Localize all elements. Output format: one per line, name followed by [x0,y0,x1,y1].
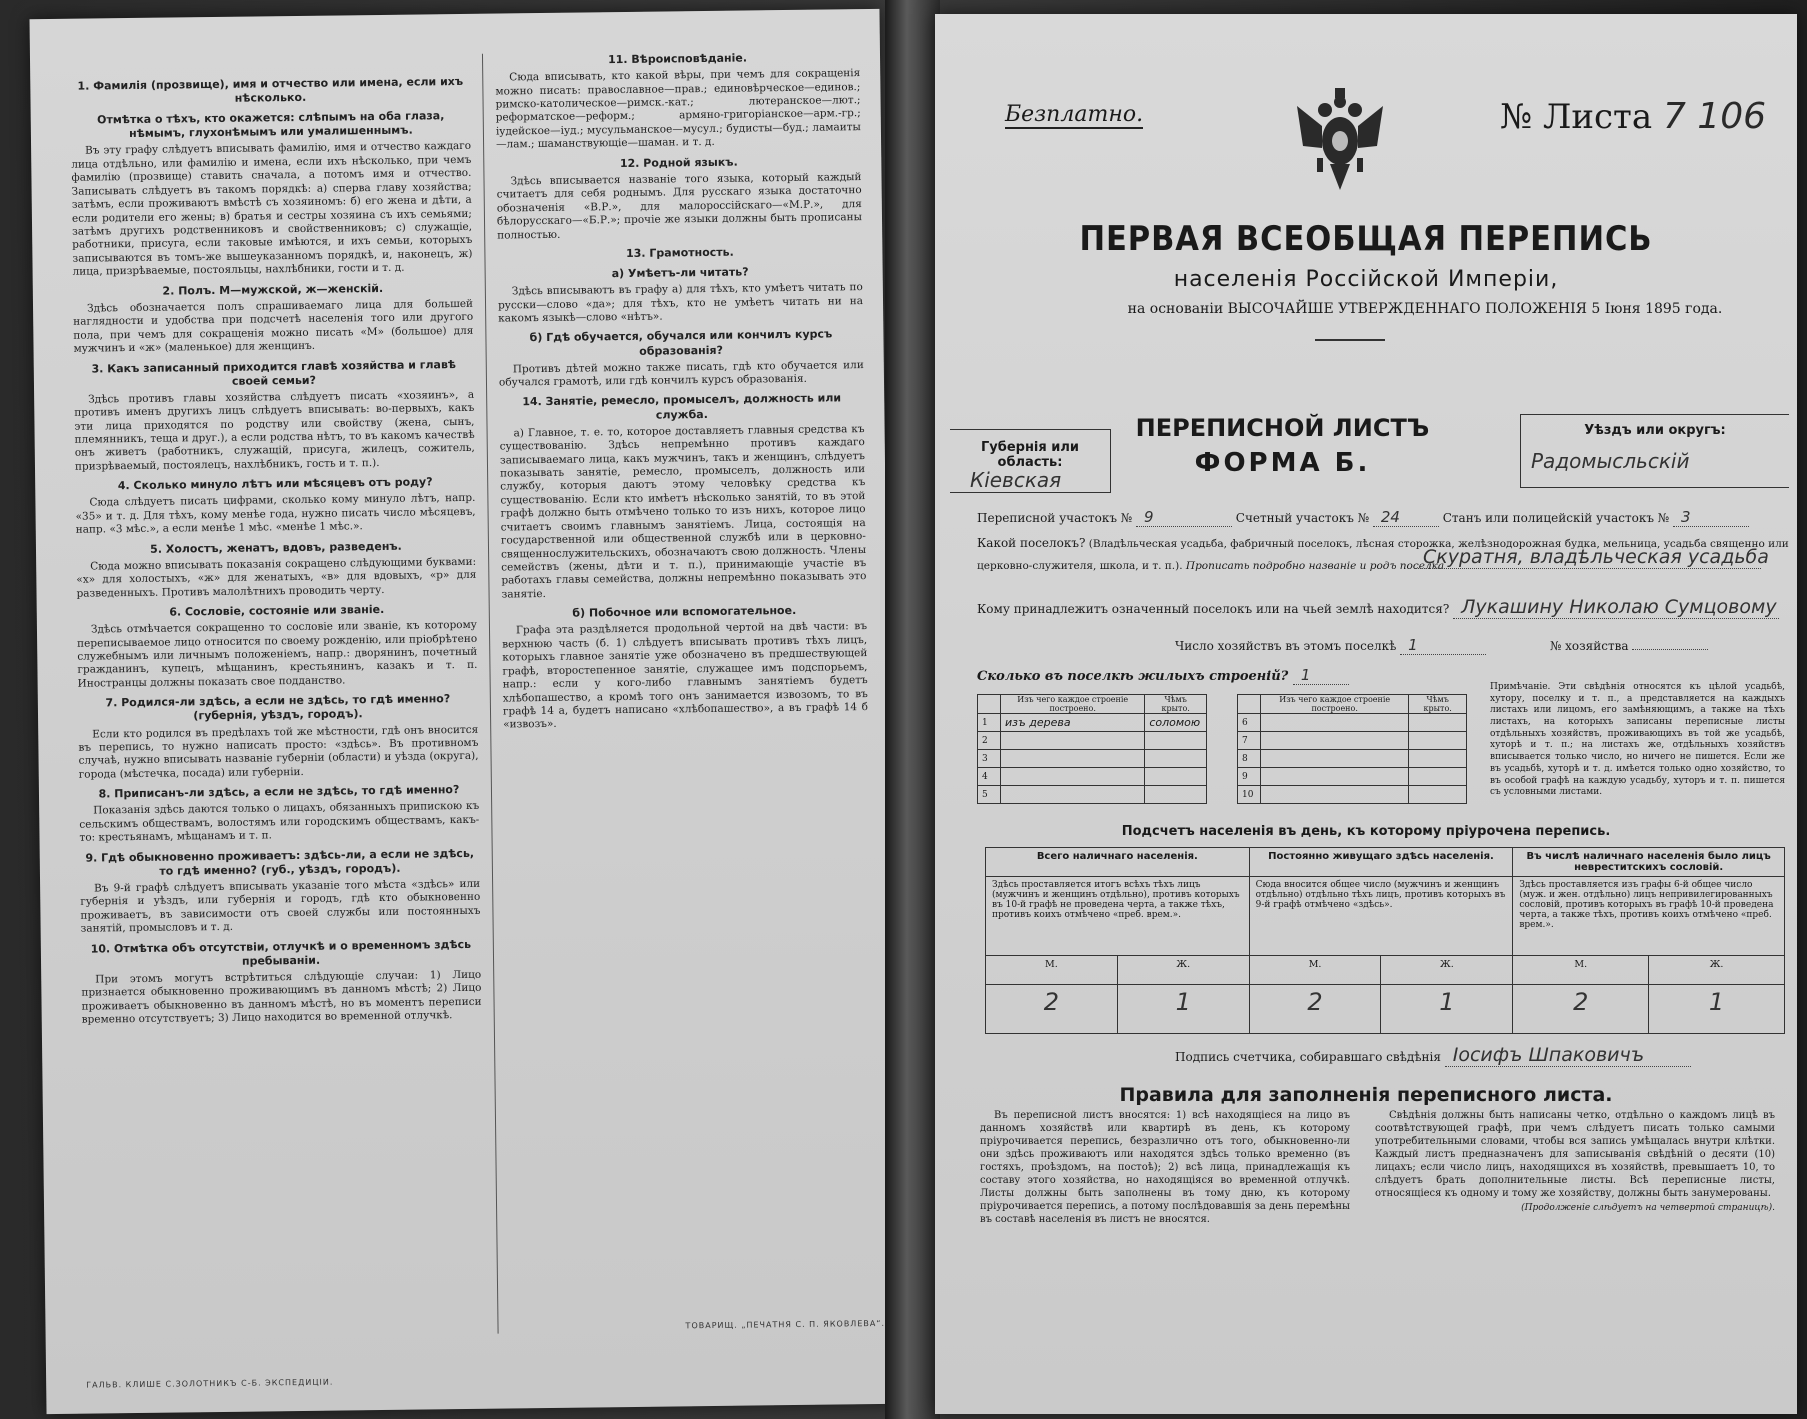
building-row [1238,732,1467,750]
pop-permanent-f-value: 1 [1381,985,1513,1034]
building-row [1238,714,1467,732]
building-cell-n: 5 [978,786,1001,804]
title-divider [1315,339,1385,341]
buildings-material-header: Изъ чего каждое строеніе построено. [1001,695,1145,714]
households-value: 1 [1400,636,1486,655]
instruction-text: Сюда вписывать, кто какой вѣры, при чемъ для сокращенія можно писать: православное—прав.; единовѣрческое—единов.; римско-католическое—римск.-кат.; лютеранское—лют.; реформатское—реформ.; армяно-григоріанское—арм.-гр.; іудейское—іуд.; мусульманское—мусул.; будисты—буд.; ламаиты—лам.; шаманствующіе—шаман. и т. д. [495,67,861,151]
instruction-heading: 4. Сколько минуло лѣтъ или мѣсяцевъ отъ роду? [117,475,433,493]
instruction-text: Графа эта раздѣляется продольной чертой на двѣ части: въ верхнюю часть (б. 1) слѣдуетъ вписывать противъ тѣхъ лицъ, которыхъ главное занятіе уже обозначено въ предшествующей графѣ, второстепенное занятіе, служащее имъ подспорьемъ, напр.: если у кого-либо главнымъ занятіемъ будетъ хлѣбопашество, а кромѣ того онъ занимается извозомъ, то въ графѣ 14 а, будетъ написано «хлѣбопашество», а въ графѣ 14 б «извозъ». [502,620,869,731]
census-legal-basis: на основаніи ВЫСОЧАЙШЕ УТВЕРЖДЕННАГО ПОЛОЖЕНІЯ 5 Іюня 1895 года. [1127,301,1723,317]
instruction-text: Здѣсь обозначается полъ спрашиваемаго лица для большей наглядности и удобства при подсчетѣ населенія того или другого пола, при чемъ для сокращенія можно писать «М» (большое) для мужчинъ и «ж» (маленькое) для женщинъ. [73,297,474,355]
instruction-text: При этомъ могутъ встрѣтиться слѣдующіе случаи: 1) Лицо признается обыкновенно проживающимъ въ данномъ мѣстѣ; 2) Лицо проживаетъ обыкновенно въ данномъ мѣстѣ, но въ моментъ переписи временно отсутствуетъ; 3) Лицо находится во временной отлучкѣ. [81,968,482,1026]
owner-line [977,596,1779,619]
population-count-title: Подсчетъ населенія въ день, къ которому пріурочена перепись. [1121,824,1611,839]
pop-other-f-label: Ж. [1649,956,1785,985]
gubernia-label: Губернія или область: [980,440,1079,470]
pop-total-f-value: 1 [1117,985,1249,1034]
instruction-text: Сюда можно вписывать показанія сокращено слѣдующими буквами: «х» для холостыхъ, «ж» для женатыхъ, «в» для вдовыхъ, «р» для разведенныхъ. Противъ малолѣтнихъ проводить черту. [76,555,477,600]
rules-continuation: (Продолженіе слѣдуетъ на четвертой страницѣ). [1521,1203,1775,1213]
instruction-text: Если кто родился въ предѣлахъ той же мѣстности, гдѣ онъ вносится въ перепись, то нужно написать просто: «здѣсь». Въ противномъ случаѣ, нужно вписывать названіе губерніи (области) и уѣзда (округа), города (мѣстечка, посада) или губерніи. [78,723,479,781]
instruction-text: Здѣсь отмѣчается сокращенно то сословіе или званіе, къ которому переписываемое лицо относится по своему рожденію, или пріобрѣтено служебнымъ или личнымъ положеніемъ, напр.: дворянинъ, почетный гражданинъ, купецъ, мѣщанинъ, крестьянинъ, казакъ и т. п. Иностранцы должны показать свое подданство. [77,618,478,690]
book-gutter [885,0,940,1419]
instructions-column-1 [70,69,485,1344]
instruction-text: Въ эту графу слѣдуетъ вписывать фамилію, имя и отчество каждаго лица отдѣльно, или фамилію и имена, если ихъ нѣсколько, при чемъ фамилію (прозвище) ставить сначала, а потомъ имя и отчество. Записывать слѣдуетъ въ такомъ порядкѣ: а) сперва главу хозяйства; затѣмъ, если проживаютъ вмѣстѣ съ хозяиномъ: б) его жена и дѣти, а если родители его жены; в) братья и сестры хозяина съ ихъ семьями; затѣмъ другихъ родственниковъ и свойственниковъ; с) служащіе, работники, присуга, если таковые имѣются, и ихъ семьи, которыхъ записываются въ томъ-же вышеуказанномъ порядкѣ, и, наконецъ, ж) лица, призрѣваемые, постояльцы, нахлѣбники, гости и т. д. [71,140,473,278]
rules-column-2 [1375,1109,1775,1319]
owner-value: Лукашину Николаю Сумцовому [1453,596,1779,619]
building-cell-empty [1409,768,1467,786]
building-cell-roof [1145,732,1207,750]
stan-label: Станъ или полицейскій участокъ № [1442,511,1670,525]
pop-other-header: Въ числѣ наличнаго населенія было лицъ невреститскихъ сословій. [1513,848,1785,877]
settlement-note: (Владѣльческая усадьба, фабричный поселокъ, лѣсная сторожка, желѣзнодорожная будка, мельница, усадьба священно или [1088,538,1789,550]
building-cell-material [1001,750,1145,768]
instruction-heading: 6. Сословіе, состояніе или званіе. [169,603,385,619]
instruction-text: Противъ дѣтей можно также писать, гдѣ кто обучается или обучался грамотѣ, или гдѣ кончилъ курсъ образованія. [498,358,864,389]
building-row [978,714,1207,732]
district-label: Переписной участокъ № [977,511,1133,525]
instruction-text: а) Главное, т. е. то, которое доставляетъ главныя средства къ существованію. Здѣсь непремѣнно противъ каждаго записываемаго лица, какъ мужчинъ, такъ и женщинъ, слѣдуетъ показывать занятіе, ремесло, промыселъ, должность или службу, которыя даютъ этому человѣку средства къ существованію. Если кто имѣетъ нѣсколько занятій, то въ этой графѣ должно быть отмѣчено только то изъ нихъ, которое лицо считаетъ своимъ главнымъ занятіемъ. Лица, состоящія на государственной или общественной службѣ или в церковно-священнослужительскихъ, обозначаютъ свою должность. Члены семействъ (жены, дѣти и т. п.), принимающіе участіе въ работахъ главы семейства, должны непремѣнно показывать это занятіе. [499,422,867,601]
gubernia-value: Кіевская [970,468,1062,492]
settlement-value-line [1415,546,1769,569]
printer-imprint-left: ГАЛЬВ. КЛИШЕ С.ЗОЛОТНИКЪ С-Б. ЭКСПЕДИЦІИ. [86,1377,334,1390]
census-subtitle: населенія Россійской Имперіи, [1173,267,1559,292]
pop-total-m-label: М. [986,956,1118,985]
rules-column-1 [980,1109,1350,1319]
form-title-line2: ФОРМА Б. [1194,448,1371,478]
instruction-heading: 2. Полъ. М—мужской, ж—женскій. [162,281,384,298]
buildings-label: Сколько въ поселкѣ жилыхъ строеній? [977,669,1289,684]
building-row [1238,750,1467,768]
buildings-material-header-2: Изъ чего каждое строеніе построено. [1261,695,1409,714]
settlement-value: Скуратня, владѣльческая усадьба [1415,546,1761,569]
instruction-heading: 3. Какъ записанный приходится главѣ хозяйства и главѣ своей семьи? [91,357,457,388]
district-line [977,508,1749,527]
instruction-heading: 7. Родился-ли здѣсь, а если не здѣсь, то гдѣ именно? (губернія, уѣздъ, городъ). [105,692,451,723]
instruction-text: Въ 9-й графѣ слѣдуетъ вписывать указаніе того мѣста «здѣсь» или губернія и уѣздъ, или губернія и городъ, гдѣ кто обыкновенно проживаетъ, въ зависимости отъ своей службы или постоянныхъ занятій, промысловъ и т. д. [80,877,481,935]
rules-text-1: Въ переписной листъ вносятся: 1) всѣ находящіеся на лицо въ данномъ хозяйствѣ или квартирѣ въ день, къ которому пріурочивается перепись, безразлично отъ того, обыкновенно-ли они здѣсь проживаютъ или находятся здѣсь только временно (въ гостяхъ, проѣздомъ, на постоѣ); 2) всѣ лица, принадлежащія къ составу этого хозяйства, но находящіяся во временной отлучкѣ. Листы должны быть заполнены въ тому дню, къ которому пріурочивается перепись, а потому послѣдовавшія за день перемѣны въ составѣ населенія въ листъ не вносятся. [980,1110,1350,1225]
building-cell-empty [1409,750,1467,768]
instruction-heading: а) Умѣетъ-ли читать? [611,265,749,281]
instruction-heading: 5. Холостъ, женатъ, вдовъ, разведенъ. [150,539,402,556]
buildings-table-right [1237,694,1467,804]
sheet-number [1500,96,1766,137]
building-cell-empty [1261,750,1409,768]
building-cell-material [1001,732,1145,750]
building-cell-n: 6 [1238,714,1261,732]
buildings-roof-header-2: Чѣмъ крыто. [1409,695,1467,714]
instruction-heading: 12. Родной языкъ. [619,155,738,170]
building-cell-n: 4 [978,768,1001,786]
building-cell-n: 7 [1238,732,1261,750]
instruction-heading: 1. Фамилія (прозвище), имя и отчество или имена, если ихъ нѣсколько. [77,74,464,105]
signature-line [1175,1044,1691,1067]
pop-permanent-header: Постоянно живущаго здѣсь населенія. [1249,848,1513,877]
owner-label: Кому принадлежитъ означенный поселокъ или на чьей землѣ находится? [977,602,1450,616]
double-headed-eagle-emblem [1295,86,1385,196]
form-title-line1: ПЕРЕПИСНОЙ ЛИСТЪ [1135,414,1430,442]
pop-total-header: Всего наличнаго населенія. [986,848,1250,877]
buildings-table-left [977,694,1207,804]
household-number-label: № хозяйства [1549,639,1629,653]
pop-total-instruction: Здѣсь проставляется итогъ всѣхъ тѣхъ лицъ (мужчинъ и женщинъ отдѣльно), противъ которыхъ въ 10-й графѣ не проведена черта, а также тѣхъ, противъ коихъ отмѣчено «преб. врем.». [986,877,1250,956]
signature-label: Подпись счетчика, собиравшаго свѣдѣнія [1175,1050,1441,1064]
pop-other-m-label: М. [1513,956,1649,985]
buildings-roof-header: Чѣмъ крыто. [1145,695,1207,714]
building-cell-empty [1409,786,1467,804]
instruction-heading: б) Гдѣ обучается, обучался или кончилъ курсъ образованія? [529,327,833,358]
district-value: 9 [1136,508,1232,527]
building-cell-empty [1409,732,1467,750]
building-row [978,732,1207,750]
building-cell-n: 3 [978,750,1001,768]
household-number-value [1632,649,1708,650]
instruction-heading: б) Побочное или вспомогательное. [572,604,797,620]
building-row [1238,768,1467,786]
left-page-instructions [30,9,897,1414]
count-district-value: 24 [1373,508,1439,527]
building-cell-empty [1409,714,1467,732]
instruction-heading: 10. Отмѣтка объ отсутствіи, отлучкѣ и о временномъ здѣсь пребываніи. [90,937,472,968]
sheet-number-label: № Листа [1500,97,1653,137]
uezd-value: Радомысльскій [1531,449,1690,473]
instructions-column-2 [495,44,876,1338]
buildings-line [977,666,1349,685]
building-cell-n: 9 [1238,768,1261,786]
settlement-label: Какой поселокъ? [977,536,1086,550]
free-of-charge-label: Безплатно. [1005,102,1144,127]
building-cell-material: изъ дерева [1001,714,1145,732]
pop-total-f-label: Ж. [1117,956,1249,985]
pop-other-instruction: Здѣсь проставляется изъ графы 6-й общее число (муж. и жен. отдѣльно) лицъ непривилегированныхъ сословій, противъ которыхъ въ графѣ 10-й проведена черта, а также тѣхъ, противъ коихъ отмѣчено «преб. врем.». [1513,877,1785,956]
rules-title: Правила для заполненія переписного листа. [1119,1084,1613,1106]
settlement-note-2: церковно-служителя, школа, и т. п.). [977,560,1183,572]
signature-value: Іосифъ Шпаковичъ [1445,1044,1691,1067]
building-cell-empty [1261,786,1409,804]
building-cell-n: 8 [1238,750,1261,768]
building-cell-n: 10 [1238,786,1261,804]
instruction-text: Показанія здѣсь даются только о лицахъ, обязанныхъ припискою къ сельскимъ обществамъ, волостямъ или городскимъ обществамъ, какъ-то: крестьянамъ, мѣщанамъ и т. п. [79,800,480,844]
pop-other-m-value: 2 [1513,985,1649,1034]
pop-permanent-f-label: Ж. [1381,956,1513,985]
sheet-number-handwritten: 7 106 [1662,96,1767,137]
pop-permanent-instruction: Сюда вносится общее число (мужчинъ и женщинъ отдѣльно) отдѣльно тѣхъ лицъ, противъ которыхъ въ 9-й графѣ отмѣчено «здѣсь». [1249,877,1513,956]
building-row [978,768,1207,786]
settlement-line-2 [977,560,1444,572]
instruction-text: Сюда слѣдуетъ писать цифрами, сколько кому минуло лѣтъ, напр. «35» и т. д. Для тѣхъ, кому менѣе года, нужно писать число мѣсяцевъ, напр. «3 мѣс.», а если менѣе 1 мѣс. «менѣе 1 мѣс.». [75,492,476,536]
stan-value: 3 [1673,508,1749,527]
building-row [978,750,1207,768]
census-title: ПЕРВАЯ ВСЕОБЩАЯ ПЕРЕПИСЬ [1079,219,1653,259]
building-row [1238,786,1467,804]
settlement-instruction: Прописать подробно названіе и родъ поселка [1185,560,1445,572]
gubernia-box [950,429,1111,493]
instruction-heading: 9. Гдѣ обыкновенно проживаетъ: здѣсь-ли, а если не здѣсь, то гдѣ именно? (губ., уѣздъ, городъ). [85,846,475,878]
uezd-label: Уѣздъ или округъ: [1584,423,1726,438]
form-title [1110,414,1455,478]
instruction-text: Здѣсь вписываютъ въ графу а) для тѣхъ, кто умѣетъ читать по русски—слово «да»; для тѣхъ, кто не умѣетъ читать ни на какомъ языкѣ—слово «нѣтъ». [497,281,864,325]
building-cell-roof [1145,768,1207,786]
column-divider [482,54,499,1334]
uezd-box [1520,414,1789,488]
buildings-value: 1 [1293,666,1349,685]
building-cell-n: 1 [978,714,1001,732]
buildings-note: Примѣчаніе. Эти свѣдѣнія относятся къ цѣлой усадьбѣ, хутору, поселку и т. п., а представляется на каждыхъ листахъ или лицомъ, его замѣняющимъ, а также на тѣхъ листахъ, на которыхъ записаны переписные листы отдѣльныхъ хозяйствъ, проживающихъ въ той же усадьбѣ, хуторѣ и т. п.; на листахъ же, отдѣльныхъ хозяйствъ вписывается только число, но ничего не пишется. Если же въ усадьбѣ, хуторѣ и т. д. имѣется только одно хозяйство, то въ особой графѣ на каждую усадьбу, хуторъ и т. п. пишется съ условными листами. [1490,682,1785,798]
building-cell-n: 2 [978,732,1001,750]
instruction-heading: 14. Занятіе, ремесло, промыселъ, должность или служба. [522,391,842,422]
households-line [1175,636,1708,655]
building-cell-empty [1261,714,1409,732]
building-row [978,786,1207,804]
population-count-table [985,847,1785,1034]
instruction-heading: 11. Вѣроисповѣданіе. [607,51,748,67]
building-cell-roof: соломою [1145,714,1207,732]
instruction-text: Здѣсь вписывается названіе того языка, который каждый считаетъ для себя роднымъ. Для русскаго языка достаточно обозначенія «В.Р.», для малороссійскаго—«М.Р.», для бѣлорусскаго—«Б.Р.»; прочіе же языки должны быть прописаны полностью. [496,170,863,242]
building-cell-roof [1145,750,1207,768]
pop-permanent-m-label: М. [1249,956,1381,985]
instruction-heading: 13. Грамотность. [625,245,734,260]
building-cell-material [1001,786,1145,804]
instruction-heading: Отмѣтка о тѣхъ, кто окажется: слѣпымъ на оба глаза, нѣмымъ, глухонѣмымъ или умалишеннымъ. [97,109,445,141]
instruction-heading: 8. Приписанъ-ли здѣсь, а если не здѣсь, то гдѣ именно? [98,783,460,801]
instruction-text: Здѣсь противъ главы хозяйства слѣдуетъ писать «хозяинъ», а противъ именъ другихъ лицъ слѣдуетъ вписывать: во-первыхъ, какъ эти лица приходятся по родству или свойству (жена, сынъ, племянникъ, теща и друг.), а если родства нѣтъ, то въ какомъ качествѣ онъ живетъ (работникъ, служащій, присуга, жилецъ, сожитель, призрѣваемый, постоялецъ, нахлѣбникъ, гость и т. п.). [74,388,475,473]
building-cell-material [1001,768,1145,786]
pop-total-m-value: 2 [986,985,1118,1034]
rules-text-2: Свѣдѣнія должны быть написаны четко, отдѣльно о каждомъ лицѣ въ соотвѣтствующей графѣ, при чемъ слѣдуетъ писать только самыми употребительными словами, чтобы вся запись умѣщалась внутри клѣтки. Каждый листъ предназначенъ для записыванія свѣдѣній о десяти (10) лицахъ; если число лицъ, находящихся въ хозяйствѣ, превышаетъ 10, то слѣдуетъ брать дополнительные листы. Всѣ переписные листы, относящіеся къ одному и тому же хозяйству, должны быть занумерованы. [1375,1110,1775,1199]
building-cell-roof [1145,786,1207,804]
building-cell-empty [1261,732,1409,750]
households-label: Число хозяйствъ въ этомъ поселкѣ [1175,639,1397,653]
count-district-label: Счетный участокъ № [1235,511,1370,525]
printer-imprint-right: ТОВАРИЩ. „ПЕЧАТНЯ С. П. ЯКОВЛЕВА“. [685,1318,886,1331]
pop-other-f-value: 1 [1649,985,1785,1034]
building-cell-empty [1261,768,1409,786]
pop-permanent-m-value: 2 [1249,985,1381,1034]
right-page-census-form [935,14,1797,1414]
